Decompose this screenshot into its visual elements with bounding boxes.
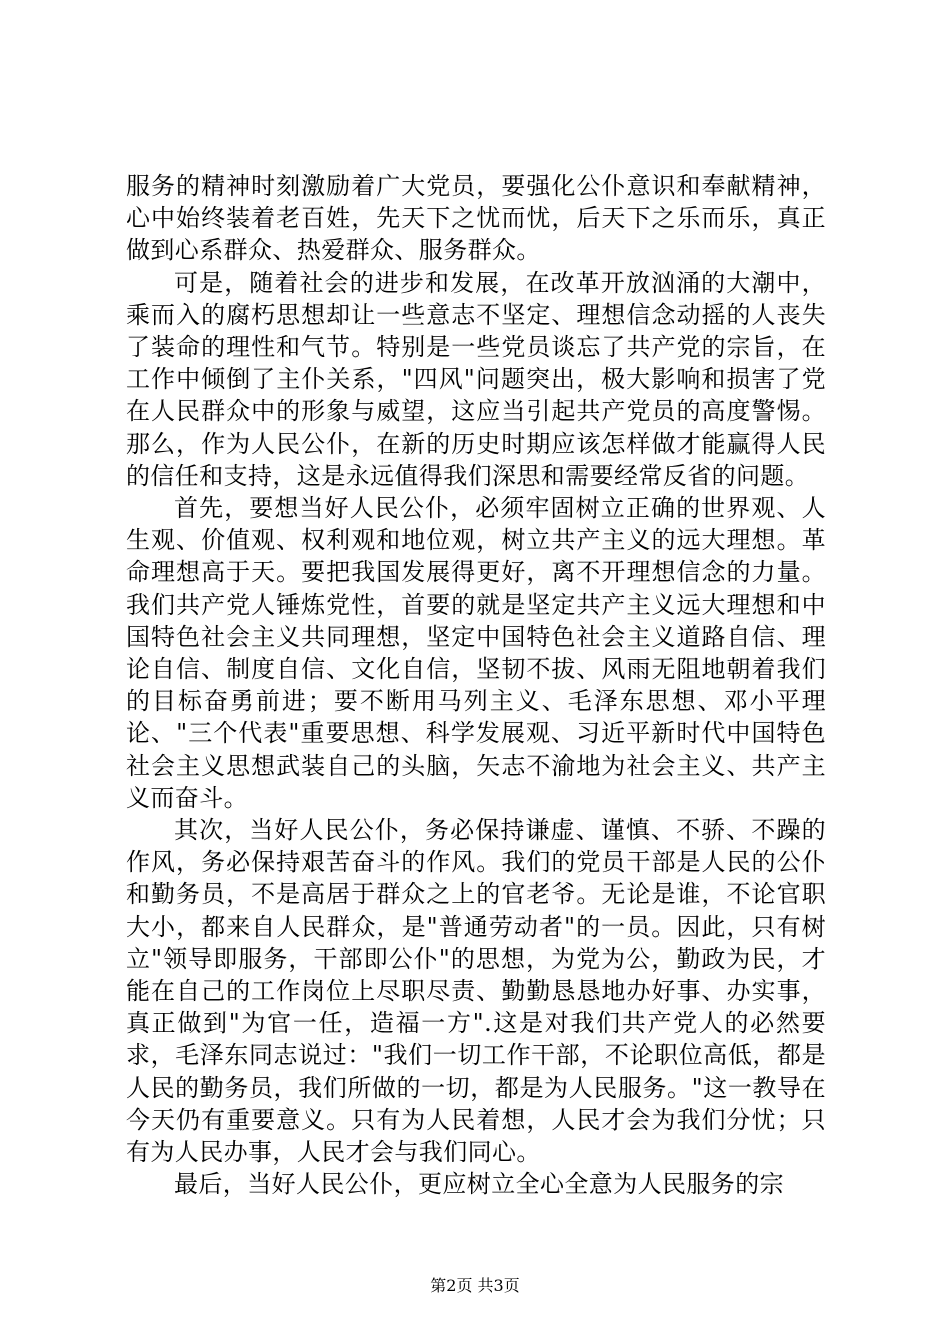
- document-body: [126, 170, 826, 1201]
- paragraph-2: 可是，随着社会的进步和发展，在改革开放汹涌的大潮中，乘而入的腐朽思想却让一些意志不坚定、理想信念动摇的人丧失了装命的理性和气节。特别是一些党员谈忘了共产党的宗旨，在工作中倾倒了主仆关系，"四风"问题突出，极大影响和损害了党在人民群众中的形象与威望，这应当引起共产党员的高度警惕。那么，作为人民公仆，在新的历史时期应该怎样做才能赢得人民的信任和支持，这是永远值得我们深思和需要经常反省的问题。: [126, 268, 826, 490]
- paragraph-4: 其次，当好人民公仆，务必保持谦虚、谨慎、不骄、不躁的作风，务必保持艰苦奋斗的作风。我们的党员干部是人民的公仆和勤务员，不是高居于群众之上的官老爷。无论是谁，不论官职大小，都来自人民群众，是"普通劳动者"的一员。因此，只有树立"领导即服务，干部即公仆"的思想，为党为公，勤政为民，才能在自己的工作岗位上尽职尽责、勤勤恳恳地办好事、办实事，真正做到"为官一任，造福一方".这是对我们共产党人的必然要求，毛泽东同志说过："我们一切工作干部，不论职位高低，都是人民的勤务员，我们所做的一切，都是为人民服务。"这一教导在今天仍有重要意义。只有为人民着想，人民才会为我们分忧；只有为人民办事，人民才会与我们同心。: [126, 816, 826, 1167]
- page-footer: [0, 1276, 950, 1296]
- paragraph-5: 最后，当好人民公仆，更应树立全心全意为人民服务的宗: [174, 1170, 784, 1199]
- paragraph-1: 服务的精神时刻激励着广大党员，要强化公仆意识和奉献精神，心中始终装着老百姓，先天下之忧而忧，后天下之乐而乐，真正做到心系群众、热爱群众、服务群众。: [126, 172, 826, 265]
- paragraph-3: 首先，要想当好人民公仆，必须牢固树立正确的世界观、人生观、价值观、权利观和地位观，树立共产主义的远大理想。革命理想高于天。要把我国发展得更好，离不开理想信念的力量。我们共产党人锤炼党性，首要的就是坚定共产主义远大理想和中国特色社会主义共同理想，坚定中国特色社会主义道路自信、理论自信、制度自信、文化自信，坚韧不拔、风雨无阻地朝着我们的目标奋勇前进；要不断用马列主义、毛泽东思想、邓小平理论、"三个代表"重要思想、科学发展观、习近平新时代中国特色社会主义思想武装自己的头脑，矢志不渝地为社会主义、共产主义而奋斗。: [126, 494, 826, 812]
- page-number-label: 第2页 共3页: [430, 1276, 520, 1295]
